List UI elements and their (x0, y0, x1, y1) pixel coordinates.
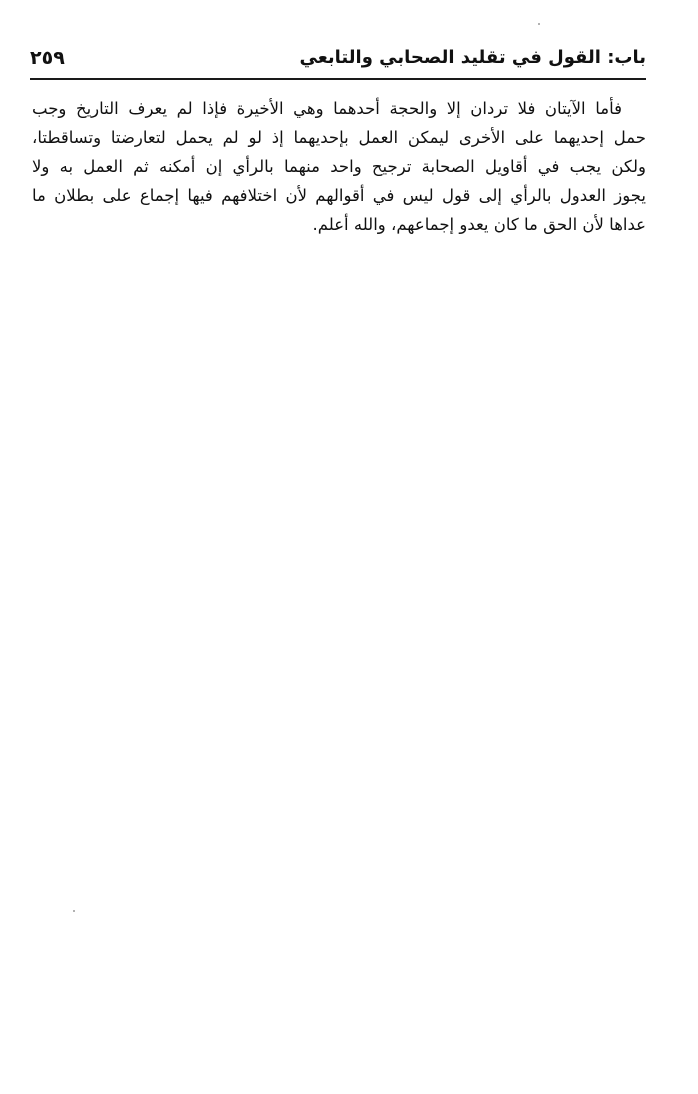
body-paragraph (32, 94, 646, 239)
page-number: ٢٥٩ (30, 47, 65, 69)
scan-speck (538, 23, 540, 25)
text-line: يجوز العدول بالرأي إلى قول ليس في أقوالهم لأن اختلافهم فيها إجماع على بطلان ما (32, 186, 646, 205)
text-line: عداها لأن الحق ما كان يعدو إجماعهم، والله أعلم. (312, 215, 646, 234)
scan-speck (73, 910, 75, 912)
text-line: حمل إحديهما على الأخرى ليمكن العمل بإحديهما إذ لو لم يحمل لتعارضتا وتساقطتا، (32, 128, 646, 147)
chapter-title: باب: القول في تقليد الصحابي والتابعي (299, 47, 646, 68)
text-line: ولكن يجب في أقاويل الصحابة ترجيح واحد منهما بالرأي إن أمكنه ثم العمل به ولا (32, 157, 646, 176)
text-line: فأما الآيتان فلا تردان إلا والحجة أحدهما وهي الأخيرة فإذا لم يعرف التاريخ وجب (32, 99, 622, 118)
page-header (30, 44, 646, 80)
